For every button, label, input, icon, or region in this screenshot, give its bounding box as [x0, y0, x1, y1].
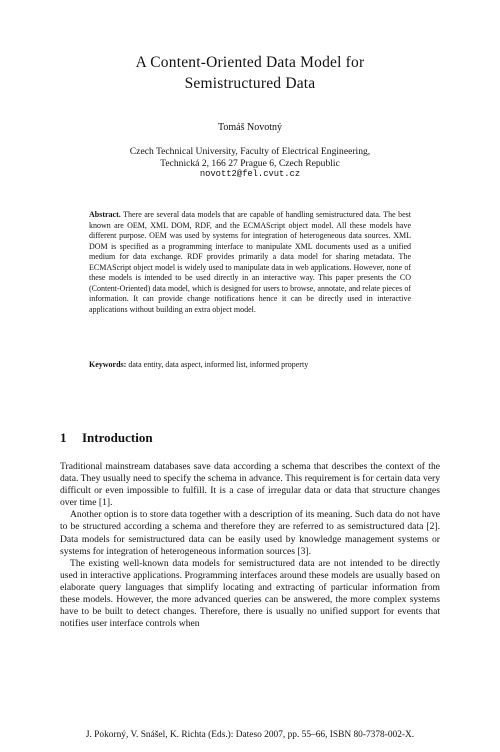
abstract-label: Abstract. [89, 210, 121, 219]
section-title: Introduction [82, 430, 153, 445]
body-text [60, 461, 440, 630]
body-paragraph-1: Traditional mainstream databases save data according a schema that describes the context of the data. They usually need to specify the schema in advance. This requirement is for certain data very difficult or even impossible to fulfill. It is a case of irregular data or data that structure changes over time [1]. [60, 461, 440, 509]
abstract [89, 210, 411, 315]
keywords-label: Keywords: [89, 360, 127, 369]
affiliation-line-1: Czech Technical University, Faculty of Electrical Engineering, [129, 146, 371, 157]
page-footer: J. Pokorný, V. Snášel, K. Richta (Eds.): Dateso 2007, pp. 55–66, ISBN 80-7378-002-X. [85, 730, 415, 740]
abstract-text: There are several data models that are capable of handling semistructured data. The best known are OEM, XML DOM, RDF, and the ECMAScript object model. All these models have different purpose. OEM was used by systems for integration of heterogeneous data sources. XML DOM is specified as a programming interface to manipulate XML documents used as a unified medium for data exchange. RDF provides primarily a data model for sharing metadata. The ECMAScript object model is widely used to manipulate data in web applications. However, none of these models is intended to be used directly in an interactive way. This paper presents the CO (Content-Oriented) data model, which is designed for users to browse, annotate, and relate pieces of information. It can provide change notifications hence it can be directly used in interactive applications without building an extra object model. [89, 210, 412, 314]
section-number: 1 [60, 430, 67, 445]
body-paragraph-2: Another option is to store data together with a description of its meaning. Such data do not have to be structured according a schema and therefore they are referred to as semistructured data [2]. Data models for semistructured data can be easily used by knowledge management systems or systems for integration of heterogeneous information sources [3]. [60, 509, 440, 557]
title-line-2: Semistructured Data [184, 75, 316, 92]
section-heading [60, 430, 440, 446]
affiliation-line-2: Technická 2, 166 27 Prague 6, Czech Republic [160, 157, 340, 169]
title-line-1: A Content-Oriented Data Model for [135, 54, 365, 71]
author-email: novott2@fel.cvut.cz [199, 169, 301, 179]
keywords [89, 360, 411, 371]
paper-title [60, 52, 440, 94]
keywords-text: data entity, data aspect, informed list, informed property [128, 360, 309, 369]
affiliation [60, 146, 440, 181]
body-paragraph-3: The existing well-known data models for semistructured data are not intended to be directly used in interactive applications. Programming interfaces around these models are usually based on elaborate query languages that simplify locating and extracting of particular information from these models. However, the more advanced queries can be answered, the more complex systems have to be built to detect changes. Therefore, there is usually no unified support for events that notifies user interface controls when [60, 557, 440, 630]
author-name: Tomáš Novotný [217, 122, 283, 133]
